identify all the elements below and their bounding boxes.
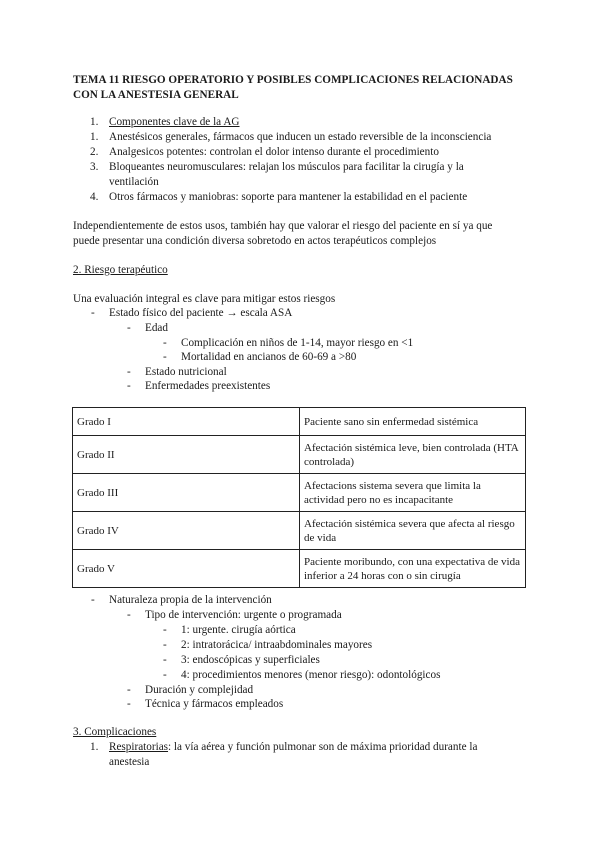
table-row bbox=[73, 436, 526, 474]
table-cell-grade: Grado V bbox=[73, 550, 300, 588]
dash-bullet: - bbox=[91, 594, 95, 606]
section-2-heading: 2. Riesgo terapéutico bbox=[73, 264, 168, 276]
respiratorias-label: Respiratorias bbox=[109, 741, 169, 753]
list-item: Otros fármacos y maniobras: soporte para mantener la estabilidad en el paciente bbox=[109, 191, 468, 203]
list-item: Enfermedades preexistentes bbox=[145, 380, 271, 392]
table-row bbox=[73, 474, 526, 512]
dash-bullet: - bbox=[127, 380, 131, 392]
list-item bbox=[109, 740, 477, 755]
table-row bbox=[73, 408, 526, 436]
table-row bbox=[73, 550, 526, 588]
dash-bullet: - bbox=[163, 654, 167, 666]
paragraph-line: Independientemente de estos usos, también hay que valorar el riesgo del paciente en sí ya que bbox=[73, 220, 493, 232]
table-cell-desc: Afectación sistémica severa que afecta al riesgo de vida bbox=[300, 512, 526, 550]
list-item: Mortalidad en ancianos de 60-69 a >80 bbox=[181, 351, 357, 363]
table-cell-grade: Grado III bbox=[73, 474, 300, 512]
components-heading-num: 1. bbox=[90, 116, 99, 128]
list-item: Analgesicos potentes: controlan el dolor intenso durante el procedimiento bbox=[109, 146, 439, 158]
list-item: anestesia bbox=[109, 756, 150, 768]
list-item: 3: endoscópicas y superficiales bbox=[181, 654, 320, 666]
components-heading: Componentes clave de la AG bbox=[109, 116, 240, 128]
list-item: Estado nutricional bbox=[145, 366, 227, 378]
list-item: Tipo de intervención: urgente o programada bbox=[145, 609, 342, 621]
paragraph-line: puede presentar una condición diversa sobretodo en actos terapéuticos complejos bbox=[73, 235, 437, 247]
table-row bbox=[73, 512, 526, 550]
dash-bullet: - bbox=[127, 684, 131, 696]
table-cell-desc: Paciente sano sin enfermedad sistémica bbox=[300, 408, 526, 436]
table-cell-desc: Afectacions sistema severa que limita la actividad pero no es incapacitante bbox=[300, 474, 526, 512]
list-item-num: 3. bbox=[90, 161, 99, 173]
list-item: 1: urgente. cirugía aórtica bbox=[181, 624, 296, 636]
dash-bullet: - bbox=[127, 366, 131, 378]
list-item-num: 2. bbox=[90, 146, 99, 158]
list-item: ventilación bbox=[109, 176, 159, 188]
asa-table bbox=[72, 407, 526, 588]
document-title: TEMA 11 RIESGO OPERATORIO Y POSIBLES COMPLICACIONES RELACIONADAS CON LA ANESTESIA GENERAL bbox=[73, 74, 513, 101]
table-cell-grade: Grado II bbox=[73, 436, 300, 474]
respiratorias-text: : la vía aérea y función pulmonar son de máxima prioridad durante la bbox=[168, 741, 478, 753]
list-item: Complicación en niños de 1-14, mayor riesgo en <1 bbox=[181, 337, 414, 349]
table-cell-desc: Paciente moribundo, con una expectativa de vida inferior a 24 horas con o sin cirugía bbox=[300, 550, 526, 588]
table-cell-grade: Grado IV bbox=[73, 512, 300, 550]
list-item: Técnica y fármacos empleados bbox=[145, 698, 284, 710]
table-cell-desc: Afectación sistémica leve, bien controlada (HTA controlada) bbox=[300, 436, 526, 474]
list-item-num: 4. bbox=[90, 191, 99, 203]
list-item: Duración y complejidad bbox=[145, 684, 254, 696]
list-item: Anestésicos generales, fármacos que inducen un estado reversible de la inconsciencia bbox=[109, 131, 492, 143]
list-item-num: 1. bbox=[90, 741, 99, 753]
list-item: 2: intratorácica/ intraabdominales mayores bbox=[181, 639, 373, 651]
dash-bullet: - bbox=[163, 337, 167, 349]
dash-bullet: - bbox=[127, 698, 131, 710]
list-item: Bloqueantes neuromusculares: relajan los músculos para facilitar la cirugía y la bbox=[109, 161, 464, 173]
list-item: Naturaleza propia de la intervención bbox=[109, 594, 272, 606]
dash-bullet: - bbox=[163, 639, 167, 651]
dash-bullet: - bbox=[91, 307, 95, 319]
section-2-intro: Una evaluación integral es clave para mitigar estos riesgos bbox=[73, 293, 336, 305]
list-item-num: 1. bbox=[90, 131, 99, 143]
dash-bullet: - bbox=[127, 609, 131, 621]
table-cell-grade: Grado I bbox=[73, 408, 300, 436]
dash-bullet: - bbox=[163, 351, 167, 363]
dash-bullet: - bbox=[163, 624, 167, 636]
list-item: Edad bbox=[145, 322, 168, 334]
dash-bullet: - bbox=[127, 322, 131, 334]
section-3-heading: 3. Complicaciones bbox=[73, 726, 157, 738]
dash-bullet: - bbox=[163, 669, 167, 681]
list-item: Estado físico del paciente → escala ASA bbox=[109, 307, 293, 319]
list-item: 4: procedimientos menores (menor riesgo): odontológicos bbox=[181, 669, 441, 681]
